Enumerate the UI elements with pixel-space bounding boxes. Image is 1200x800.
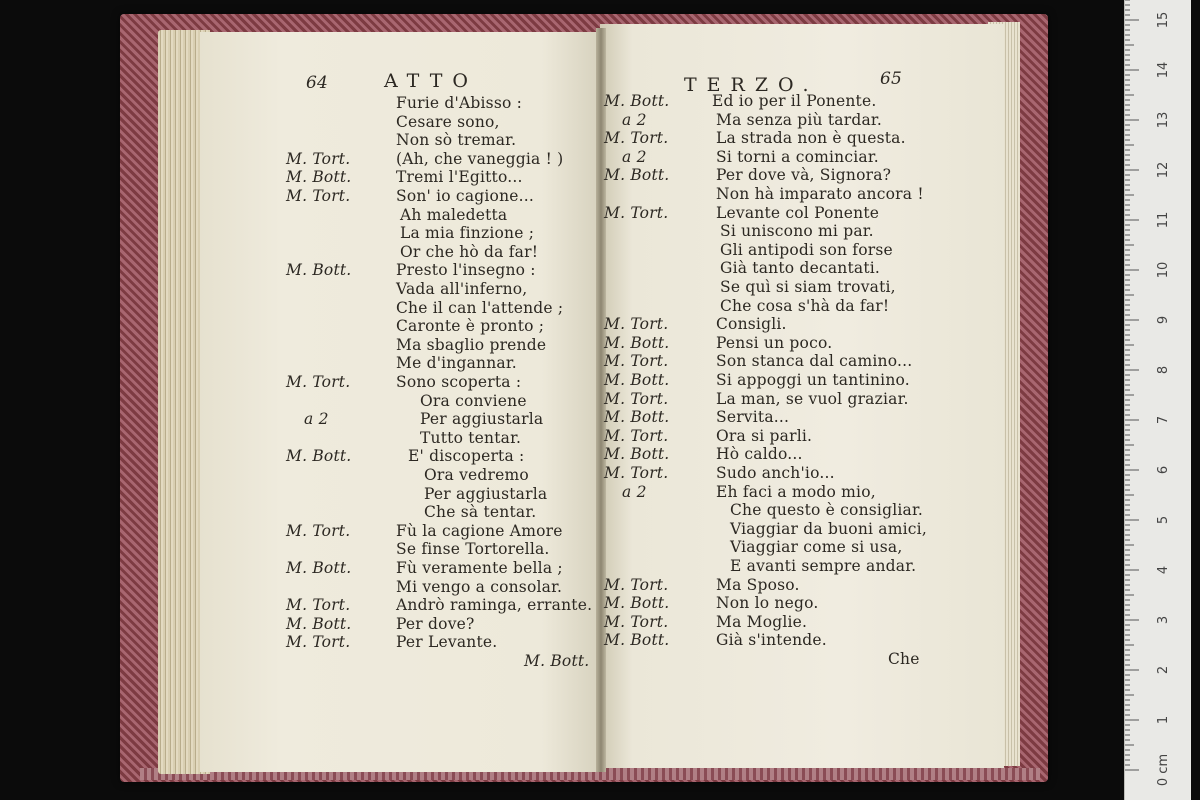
verse-line: Che sà tentar. [424, 503, 537, 522]
ruler-number: 4 [1156, 565, 1171, 575]
verse-line: Per aggiustarla [420, 410, 544, 429]
verse-line: Che questo è consigliar. [730, 501, 923, 520]
verse-line: Per aggiustarla [424, 484, 548, 503]
measuring-ruler [1124, 0, 1191, 800]
speaker-label: M. Bott. [604, 166, 670, 185]
ruler-number: 15 [1156, 11, 1171, 29]
verse-line: Viaggiar come si usa, [730, 538, 903, 557]
speaker-label: M. Bott. [604, 92, 670, 110]
verse-line: Ah maledetta [400, 205, 508, 224]
right-catchword: Che [888, 650, 920, 668]
verse-line: Levante col Ponente [716, 203, 880, 222]
verse-line: Me d'ingannar. [396, 354, 517, 373]
verse-line: Se quì si siam trovati, [720, 278, 896, 296]
left-running-title: ATTO [384, 70, 478, 92]
verse-line: Son stanca dal camino... [716, 352, 913, 371]
speaker-label: M. Tort. [604, 575, 669, 594]
verse-line: Pensi un poco. [716, 333, 833, 352]
speaker-label: M. Bott. [604, 333, 670, 352]
verse-line: Cesare sono, [396, 112, 500, 131]
verse-line: Sudo anch'io... [716, 464, 835, 482]
verse-line: Son' io cagione... [396, 187, 535, 205]
verse-line: La strada non è questa. [716, 129, 906, 148]
verse-line: Ora conviene [420, 391, 527, 410]
verse-line: Già tanto decantati. [720, 259, 881, 278]
verse-line: Che cosa s'hà da far! [720, 296, 890, 315]
verse-line: Non sò tremar. [396, 131, 517, 150]
verse-line: La man, se vuol graziar. [716, 389, 909, 408]
verse-line: Or che hò da far! [400, 242, 539, 261]
verse-line: Ora vedremo [424, 466, 529, 484]
verse-line: Per Levante. [396, 633, 498, 652]
speaker-label: a 2 [304, 410, 329, 429]
speaker-label: M. Bott. [286, 261, 352, 280]
verse-line: Già s'intende. [716, 631, 827, 650]
verse-line: Ma Sposo. [716, 575, 800, 594]
ruler-number: 12 [1156, 161, 1171, 179]
ruler-number: 1 [1156, 715, 1171, 725]
speaker-label: M. Bott. [604, 445, 670, 464]
ruler-number: 3 [1156, 615, 1171, 625]
speaker-label: M. Tort. [286, 373, 351, 391]
speaker-label: a 2 [622, 482, 647, 501]
speaker-label: M. Tort. [604, 129, 669, 148]
speaker-label: M. Tort. [604, 464, 669, 482]
verse-line: Viaggiar da buoni amici, [730, 519, 927, 538]
verse-line: Caronte è pronto ; [396, 317, 545, 336]
ruler-number: 9 [1156, 315, 1171, 325]
speaker-label: M. Tort. [604, 203, 669, 222]
verse-line: Si uniscono mi par. [720, 222, 874, 241]
verse-line: Vada all'inferno, [396, 280, 528, 298]
speaker-label: M. Bott. [286, 559, 352, 577]
verse-line: Sono scoperta : [396, 373, 522, 391]
verse-line: Servita... [716, 408, 790, 427]
ruler-number: 13 [1156, 111, 1171, 129]
ruler-number: 0 cm [1156, 753, 1171, 787]
speaker-label: M. Bott. [286, 168, 352, 187]
left-catchword: M. Bott. [524, 652, 590, 670]
verse-line: Andrò raminga, errante. [396, 596, 593, 615]
speaker-label: M. Tort. [604, 426, 669, 445]
speaker-label: M. Tort. [604, 389, 669, 408]
left-page-number: 64 [306, 73, 329, 93]
verse-line: Ma Moglie. [716, 612, 808, 631]
verse-line: Consigli. [716, 315, 787, 334]
verse-line: Non hà imparato ancora ! [716, 185, 924, 203]
speaker-label: M. Tort. [286, 521, 351, 540]
verse-line: Mi vengo a consolar. [396, 577, 563, 596]
verse-line: Tutto tentar. [420, 428, 522, 447]
verse-line: Gli antipodi son forse [720, 240, 893, 259]
speaker-label: M. Tort. [286, 149, 351, 168]
verse-line: Per dove? [396, 614, 475, 633]
verse-line: Tremi l'Egitto... [396, 168, 523, 187]
ruler-number: 5 [1156, 515, 1171, 525]
ruler-number: 10 [1156, 261, 1171, 279]
speaker-label: M. Bott. [604, 594, 670, 613]
verse-line: Se finse Tortorella. [396, 540, 550, 559]
speaker-label: a 2 [622, 147, 647, 166]
verse-line: E' discoperta : [408, 447, 525, 466]
speaker-label: M. Bott. [286, 447, 352, 466]
verse-line: Eh faci a modo mio, [716, 482, 876, 501]
ruler-number: 7 [1156, 415, 1171, 425]
verse-line: Non lo nego. [716, 594, 819, 613]
verse-line: Fù veramente bella ; [396, 559, 563, 577]
verse-line: Che il can l'attende ; [396, 298, 564, 317]
verse-line: Hò caldo... [716, 445, 803, 464]
verse-line: La mia finzione ; [400, 224, 535, 243]
ruler-number: 2 [1156, 665, 1171, 675]
ruler-scale [1125, 0, 1191, 800]
verse-line: Si appoggi un tantinino. [716, 371, 910, 389]
speaker-label: M. Bott. [286, 614, 352, 633]
verse-line: (Ah, che vaneggia ! ) [396, 149, 564, 168]
verse-line: Furie d'Abisso : [396, 94, 523, 112]
speaker-label: M. Tort. [286, 596, 351, 615]
ruler-number: 14 [1156, 61, 1171, 79]
verse-line: Si torni a cominciar. [716, 147, 879, 166]
verse-line: Ma senza più tardar. [716, 110, 882, 129]
verse-line: Ora si parli. [716, 426, 813, 445]
speaker-label: a 2 [622, 110, 647, 129]
verse-line: Ed io per il Ponente. [712, 92, 877, 110]
speaker-label: M. Bott. [604, 408, 670, 427]
ruler-number: 6 [1156, 465, 1171, 475]
right-running-title: TERZO. [684, 74, 819, 96]
speaker-label: M. Bott. [604, 371, 670, 389]
ruler-number: 8 [1156, 365, 1171, 375]
verse-line: Ma sbaglio prende [396, 335, 547, 354]
speaker-label: M. Tort. [604, 612, 669, 631]
ruler-number: 11 [1156, 211, 1171, 229]
speaker-label: M. Tort. [286, 633, 351, 652]
speaker-label: M. Tort. [286, 187, 351, 205]
verse-line: E avanti sempre andar. [730, 557, 917, 575]
verse-line: Fù la cagione Amore [396, 521, 563, 540]
verse-line: Presto l'insegno : [396, 261, 536, 280]
speaker-label: M. Tort. [604, 352, 669, 371]
speaker-label: M. Tort. [604, 315, 669, 334]
verse-line: Per dove và, Signora? [716, 166, 892, 185]
speaker-label: M. Bott. [604, 631, 670, 650]
right-page-number: 65 [880, 69, 903, 89]
